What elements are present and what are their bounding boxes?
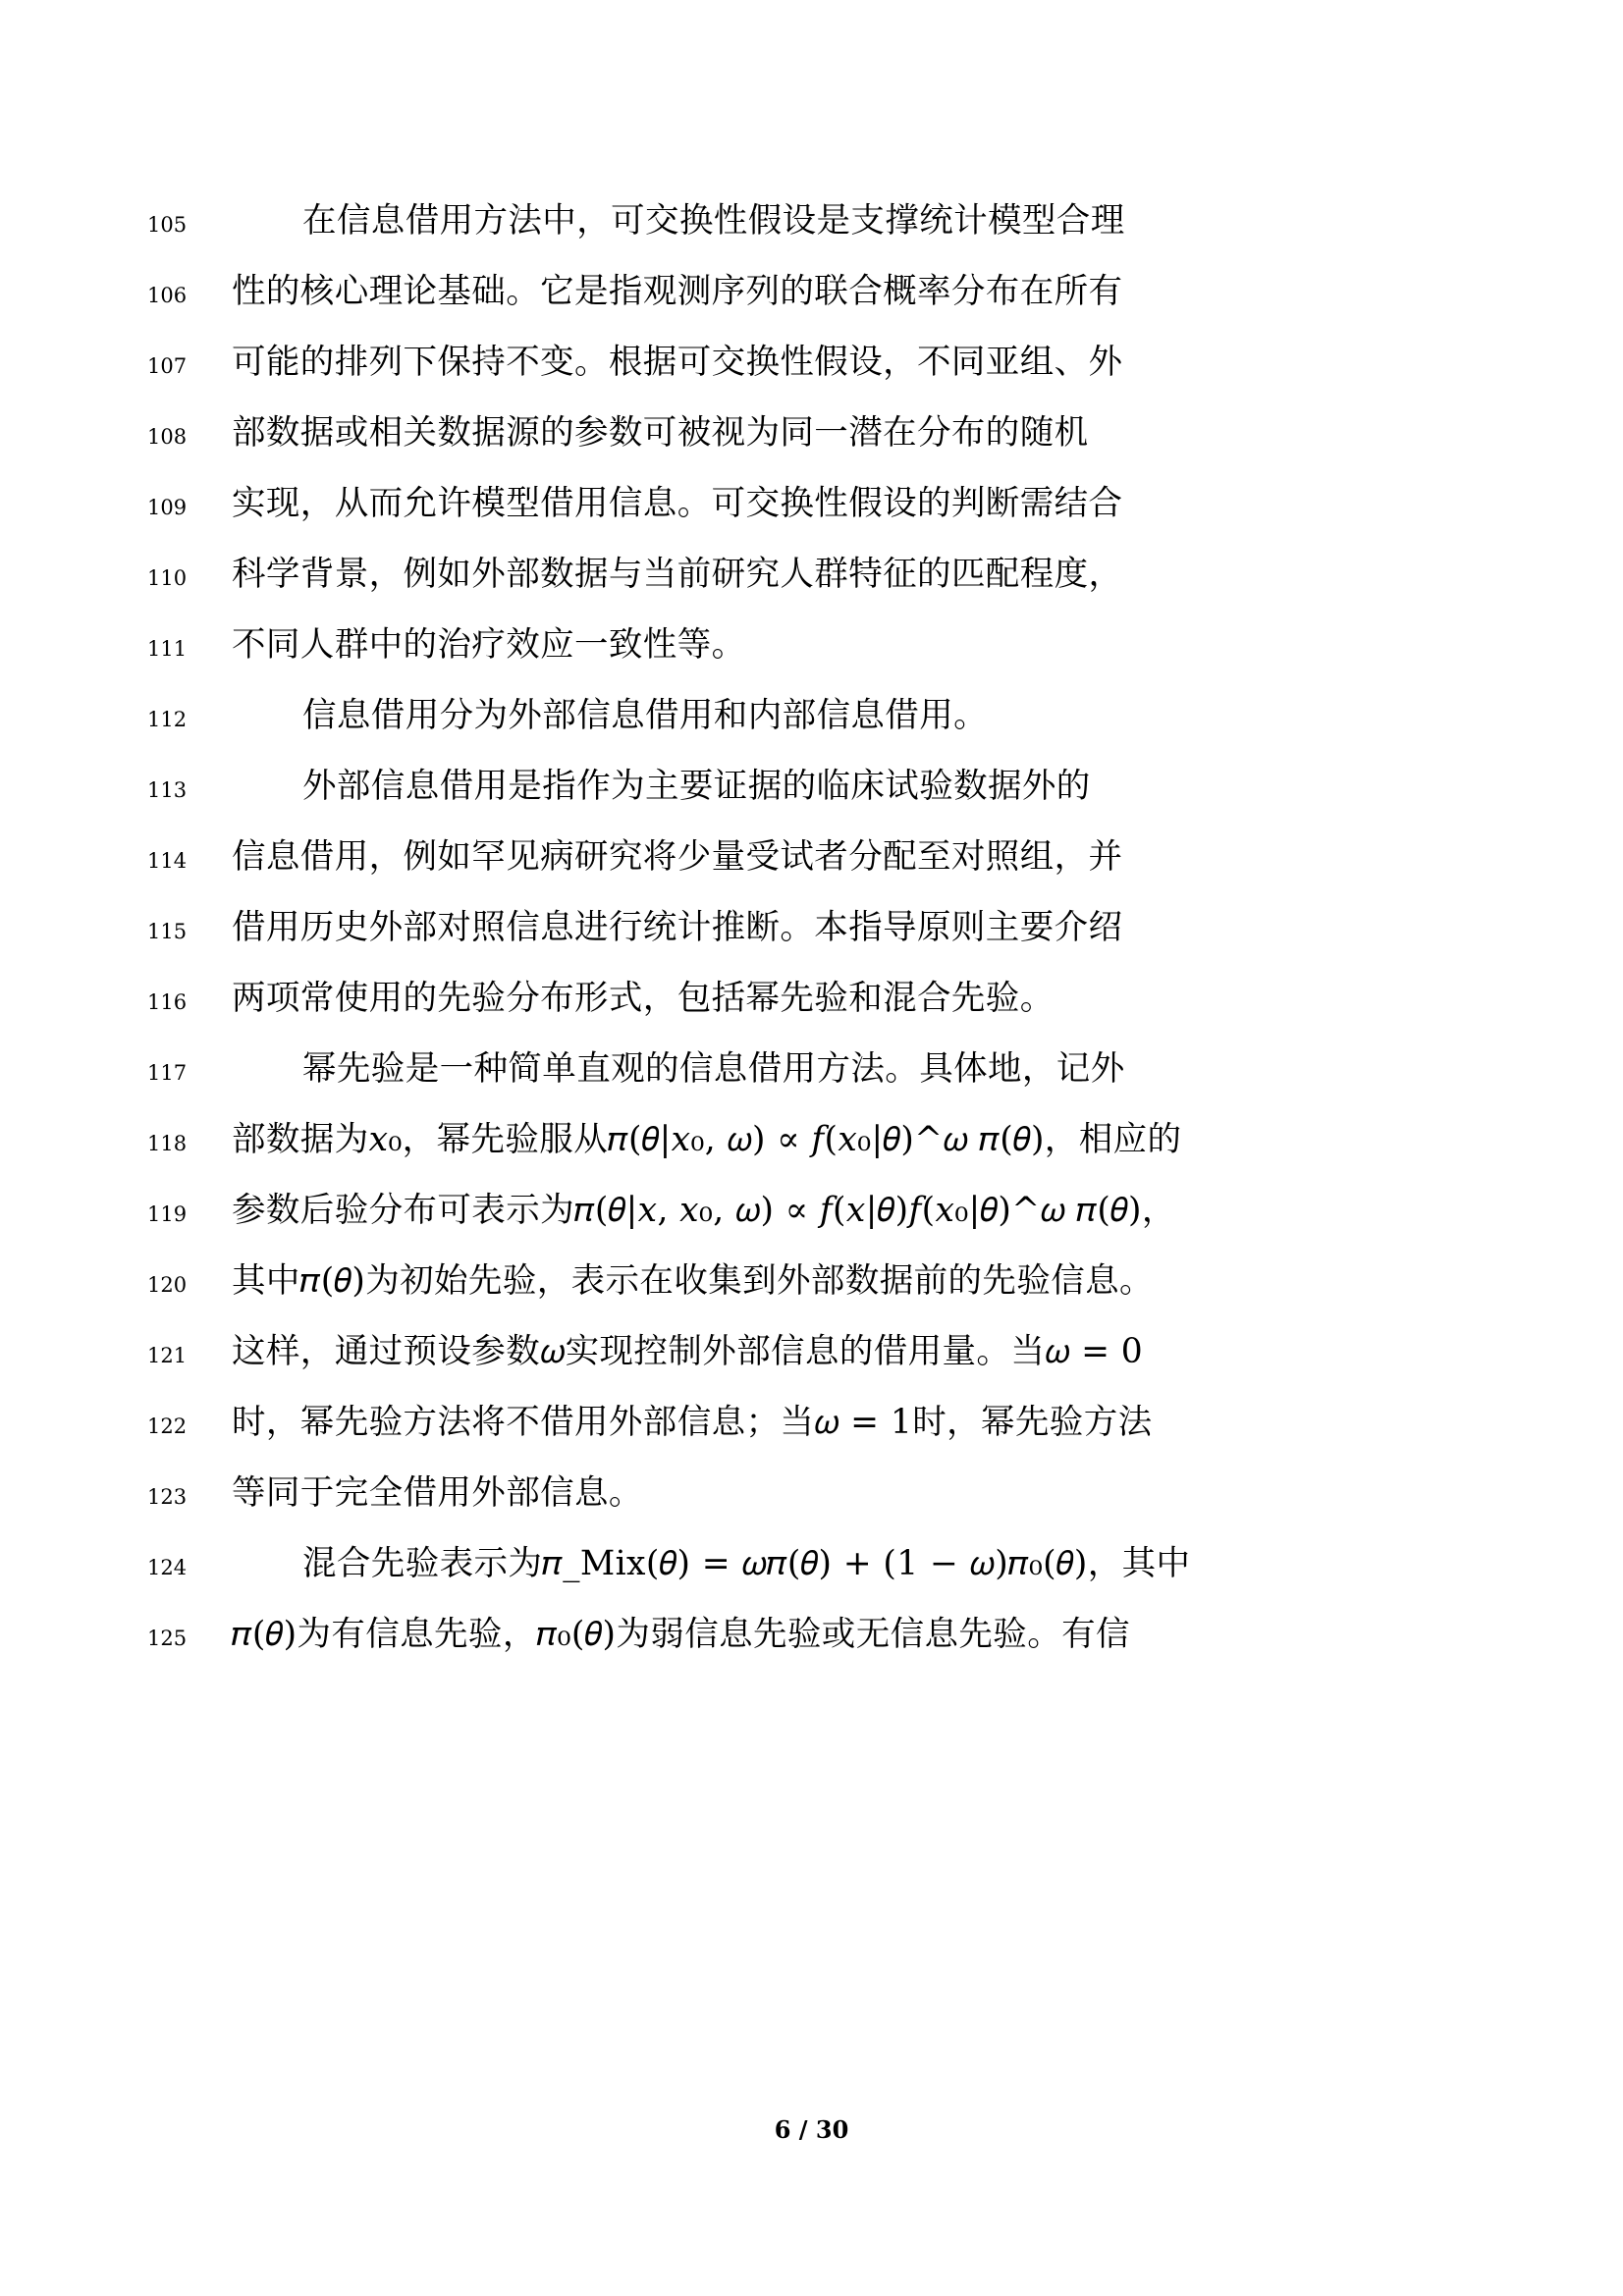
line-number: 110	[147, 566, 188, 590]
line-number: 125	[147, 1627, 188, 1650]
line-number: 118	[147, 1132, 188, 1155]
document-line	[147, 899, 1424, 970]
line-number: 111	[147, 637, 188, 661]
document-line	[147, 1535, 1424, 1606]
line-text: 两项常使用的先验分布形式，包括幂先验和混合先验。	[232, 979, 1055, 1018]
line-text: 时，幂先验方法将不借用外部信息；当𝜔 = 1时，幂先验方法	[232, 1403, 1153, 1442]
line-text: 实现，从而允许模型借用信息。可交换性假设的判断需结合	[232, 484, 1123, 523]
line-text: 信息借用分为外部信息借用和内部信息借用。	[302, 696, 988, 735]
line-text: 部数据或相关数据源的参数可被视为同一潜在分布的随机	[232, 413, 1089, 453]
line-text: 借用历史外部对照信息进行统计推断。本指导原则主要介绍	[232, 908, 1123, 947]
line-number: 122	[147, 1415, 188, 1438]
line-number: 108	[147, 425, 188, 449]
line-number: 123	[147, 1485, 188, 1509]
line-number: 109	[147, 496, 188, 519]
line-text: 性的核心理论基础。它是指观测序列的联合概率分布在所有	[232, 272, 1123, 311]
document-line	[147, 475, 1424, 546]
document-line	[147, 546, 1424, 616]
line-number: 113	[147, 778, 188, 802]
line-number: 116	[147, 990, 188, 1014]
line-number: 117	[147, 1061, 188, 1085]
line-number: 112	[147, 708, 188, 731]
document-line	[147, 404, 1424, 475]
document-body	[147, 192, 1424, 1677]
line-text: 部数据为𝑥₀，幂先验服从𝜋(𝜃|𝑥₀, 𝜔) ∝ 𝑓(𝑥₀|𝜃)^𝜔 𝜋(𝜃)，相应的	[232, 1120, 1182, 1159]
document-line	[147, 828, 1424, 899]
line-text: 其中𝜋(𝜃)为初始先验，表示在收集到外部数据前的先验信息。	[232, 1261, 1154, 1301]
line-number: 105	[147, 213, 188, 237]
line-text: 科学背景，例如外部数据与当前研究人群特征的匹配程度，	[232, 555, 1123, 594]
line-number: 106	[147, 284, 188, 307]
document-line	[147, 616, 1424, 687]
document-line	[147, 1606, 1424, 1677]
line-text: 不同人群中的治疗效应一致性等。	[232, 625, 746, 665]
line-number: 121	[147, 1344, 188, 1367]
document-line	[147, 1041, 1424, 1111]
line-number: 119	[147, 1202, 188, 1226]
document-line	[147, 1394, 1424, 1465]
page-footer: 6 / 30	[774, 2115, 849, 2144]
line-text: 等同于完全借用外部信息。	[232, 1473, 643, 1513]
document-line	[147, 1323, 1424, 1394]
document-line	[147, 1111, 1424, 1182]
document-line	[147, 1465, 1424, 1535]
line-text: 𝜋(𝜃)为有信息先验，𝜋₀(𝜃)为弱信息先验或无信息先验。有信	[232, 1615, 1130, 1654]
document-line	[147, 687, 1424, 758]
line-text: 可能的排列下保持不变。根据可交换性假设，不同亚组、外	[232, 343, 1123, 382]
line-number: 124	[147, 1556, 188, 1579]
document-line	[147, 263, 1424, 334]
line-number: 114	[147, 849, 188, 873]
document-line	[147, 970, 1424, 1041]
document-line	[147, 1253, 1424, 1323]
line-number: 107	[147, 354, 188, 378]
line-number: 115	[147, 920, 188, 943]
line-text: 这样，通过预设参数𝜔实现控制外部信息的借用量。当𝜔 = 0	[232, 1332, 1144, 1371]
document-line	[147, 334, 1424, 404]
line-text: 信息借用，例如罕见病研究将少量受试者分配至对照组，并	[232, 837, 1123, 877]
line-number: 120	[147, 1273, 188, 1297]
document-line	[147, 192, 1424, 263]
line-text: 参数后验分布可表示为𝜋(𝜃|𝑥, 𝑥₀, 𝜔) ∝ 𝑓(𝑥|𝜃)𝑓(𝑥₀|𝜃)^𝜔 𝜋(𝜃)，	[232, 1191, 1176, 1230]
line-text: 在信息借用方法中，可交换性假设是支撑统计模型合理	[302, 201, 1125, 240]
document-line	[147, 1182, 1424, 1253]
line-text: 混合先验表示为𝜋_Mix(𝜃) = 𝜔𝜋(𝜃) + (1 − 𝜔)𝜋₀(𝜃)，其中	[302, 1544, 1191, 1583]
document-line	[147, 758, 1424, 828]
line-text: 外部信息借用是指作为主要证据的临床试验数据外的	[302, 767, 1091, 806]
line-text: 幂先验是一种简单直观的信息借用方法。具体地，记外	[302, 1049, 1125, 1089]
